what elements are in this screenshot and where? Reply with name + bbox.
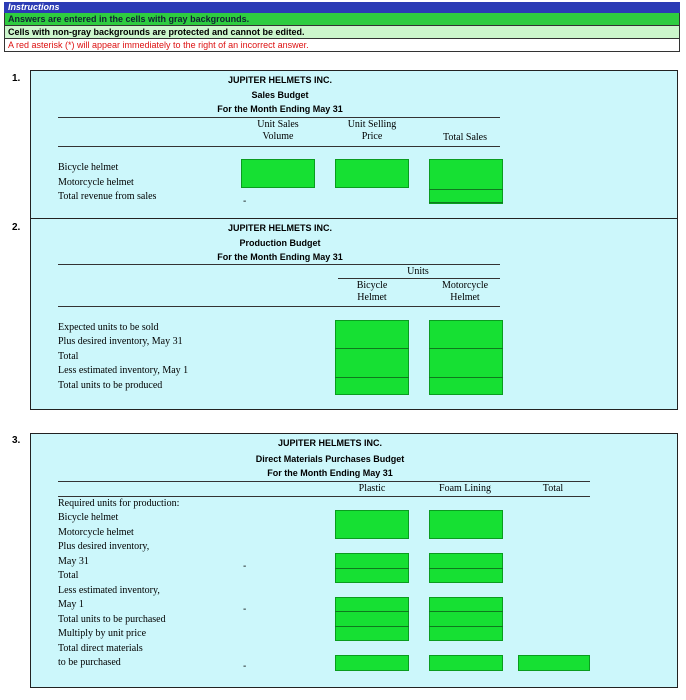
production-budget-period: For the Month Ending May 31 xyxy=(217,252,343,262)
instructions-line-1: Answers are entered in the cells with gray backgrounds. xyxy=(4,13,680,26)
materials-dash-2: - xyxy=(243,604,247,615)
materials-row-may31: May 31 xyxy=(58,556,89,567)
sales-col-unit-price-line1: Unit Selling xyxy=(347,119,397,130)
materials-plastic-production-input[interactable] xyxy=(335,510,409,539)
materials-foam-total-rule xyxy=(429,568,503,569)
production-units-label: Units xyxy=(407,266,429,277)
sales-budget-company: JUPITER HELMETS INC. xyxy=(227,75,332,85)
sales-total-rule xyxy=(429,189,503,190)
production-col-bicycle-line1: Bicycle xyxy=(356,280,388,291)
sales-col-unit-price xyxy=(332,119,412,143)
materials-foam-rule-1 xyxy=(429,611,503,612)
materials-budget-period: For the Month Ending May 31 xyxy=(267,468,393,478)
materials-dash-3: - xyxy=(243,661,247,672)
materials-foam-production-input[interactable] xyxy=(429,510,503,539)
production-col-motorcycle-line2: Helmet xyxy=(450,292,480,303)
instructions-line-2: Cells with non-gray backgrounds are protected and cannot be edited. xyxy=(4,26,680,39)
materials-row-required: Required units for production: xyxy=(58,498,180,509)
production-col-motorcycle-line1: Motorcycle xyxy=(441,280,489,291)
production-row-expected: Expected units to be sold xyxy=(58,322,159,333)
sales-col-unit-sales-line2: Volume xyxy=(262,131,294,142)
production-col-motorcycle xyxy=(426,280,504,304)
section-2-number: 2. xyxy=(12,222,21,233)
materials-col-total: Total xyxy=(542,483,564,494)
production-row-total: Total xyxy=(58,351,79,362)
production-budget-company: JUPITER HELMETS INC. xyxy=(227,223,332,233)
materials-plastic-total-rule xyxy=(335,568,409,569)
sales-col-total-sales: Total Sales xyxy=(442,132,487,143)
materials-foam-total-input[interactable] xyxy=(429,655,503,671)
materials-foam-rule-2 xyxy=(429,626,503,627)
instructions-line-3: A red asterisk (*) will appear immediately to the right of an incorrect answer. xyxy=(4,39,680,52)
sales-budget-title: Sales Budget xyxy=(251,90,309,100)
materials-row-unit-price: Multiply by unit price xyxy=(58,628,147,639)
sales-dash: - xyxy=(243,196,247,207)
materials-row-total: Total xyxy=(58,570,79,581)
materials-plastic-total-input[interactable] xyxy=(335,655,409,671)
sales-col-unit-sales xyxy=(238,119,318,143)
sales-col-unit-sales-line1: Unit Sales xyxy=(257,119,299,130)
sales-total-input[interactable] xyxy=(429,159,503,204)
production-bicycle-rule-1 xyxy=(335,348,409,349)
sales-total-double-rule xyxy=(429,202,503,203)
production-row-desired: Plus desired inventory, May 31 xyxy=(58,336,183,347)
production-units-rule xyxy=(338,278,500,279)
instructions-title: Instructions xyxy=(4,2,680,13)
production-col-bicycle xyxy=(334,280,410,304)
materials-row-motorcycle: Motorcycle helmet xyxy=(58,527,134,538)
production-budget-title: Production Budget xyxy=(239,238,321,248)
materials-plastic-rule-1 xyxy=(335,611,409,612)
materials-grand-total-input[interactable] xyxy=(518,655,590,671)
materials-dash-1: - xyxy=(243,561,247,572)
materials-row-less-estimated: Less estimated inventory, xyxy=(58,585,160,596)
sales-header-rule xyxy=(58,117,500,118)
production-col-bicycle-line2: Helmet xyxy=(357,292,387,303)
sales-unit-price-input[interactable] xyxy=(335,159,409,188)
materials-budget-title: Direct Materials Purchases Budget xyxy=(255,454,405,464)
sales-col-unit-price-line2: Price xyxy=(361,131,383,142)
sales-budget-period: For the Month Ending May 31 xyxy=(217,104,343,114)
section-1-number: 1. xyxy=(12,73,21,84)
materials-header-rule xyxy=(58,481,590,482)
materials-row-may1: May 1 xyxy=(58,599,84,610)
materials-row-total-direct: Total direct materials xyxy=(58,643,143,654)
materials-plastic-purchase-input[interactable] xyxy=(335,597,409,641)
sales-row-total: Total revenue from sales xyxy=(58,191,157,202)
materials-row-purchased: to be purchased xyxy=(58,657,121,668)
materials-col-plastic: Plastic xyxy=(358,483,386,494)
materials-foam-purchase-input[interactable] xyxy=(429,597,503,641)
production-motorcycle-rule-1 xyxy=(429,348,503,349)
production-row-less: Less estimated inventory, May 1 xyxy=(58,365,189,376)
sales-row-motorcycle: Motorcycle helmet xyxy=(58,177,134,188)
production-row-produced: Total units to be produced xyxy=(58,380,163,391)
sales-unit-volume-input[interactable] xyxy=(241,159,315,188)
production-motorcycle-input[interactable] xyxy=(429,320,503,395)
section-3-number: 3. xyxy=(12,435,21,446)
materials-plastic-rule-2 xyxy=(335,626,409,627)
sales-row-bicycle: Bicycle helmet xyxy=(58,162,119,173)
production-bicycle-input[interactable] xyxy=(335,320,409,395)
materials-budget-company: JUPITER HELMETS INC. xyxy=(277,438,382,448)
materials-col-foam: Foam Lining xyxy=(439,483,491,494)
materials-row-plus-desired: Plus desired inventory, xyxy=(58,541,150,552)
production-motorcycle-rule-2 xyxy=(429,377,503,378)
materials-col-rule xyxy=(58,496,590,497)
production-bicycle-rule-2 xyxy=(335,377,409,378)
production-header-rule xyxy=(58,264,500,265)
materials-row-to-purchase: Total units to be purchased xyxy=(58,614,166,625)
sales-col-rule xyxy=(58,146,500,147)
production-col-rule xyxy=(58,306,500,307)
materials-row-bicycle: Bicycle helmet xyxy=(58,512,119,523)
